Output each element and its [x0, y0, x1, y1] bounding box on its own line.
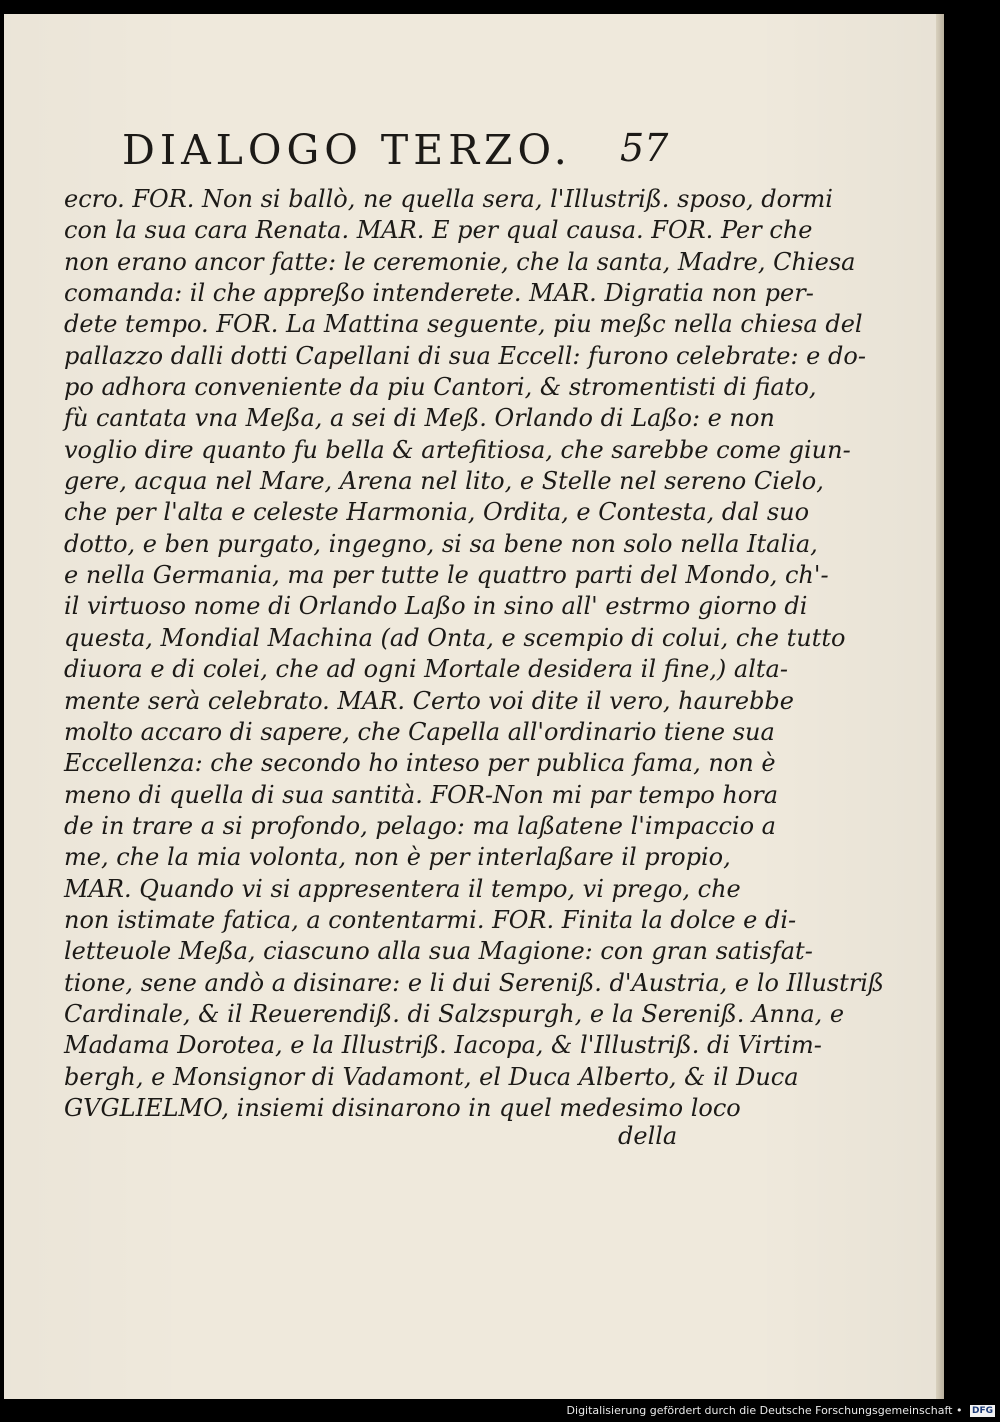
text-line: mente serà celebrato. MAR. Certo voi dite il vero, haurebbe [64, 686, 794, 715]
text-line: letteuole Meßa, ciascuno alla sua Magione: con gran satisfat- [64, 937, 813, 966]
text-line: e nella Germania, ma per tutte le quattro parti del Mondo, ch'- [64, 561, 829, 590]
text-line: gere, acqua nel Mare, Arena nel lito, e Stelle nel sereno Cielo, [64, 467, 824, 496]
text-line: comanda: il che appreßo intenderete. MAR. Digratia non per- [64, 279, 814, 308]
book-page [4, 14, 942, 1399]
text-line: MAR. Quando vi si appresentera il tempo, vi prego, che [64, 874, 741, 903]
page-edge [936, 14, 944, 1399]
body-text [64, 184, 884, 1124]
text-line: Cardinale, & il Reuerendiß. di Salzspurgh, e la Sereniß. Anna, e [64, 999, 845, 1028]
text-line: me, che la mia volonta, non è per interlaßare il propio, [64, 843, 731, 872]
text-line: dete tempo. FOR. La Mattina seguente, piu meßc nella chiesa del [64, 310, 863, 339]
text-line: non erano ancor fatte: le ceremonie, che la santa, Madre, Chiesa [64, 247, 856, 276]
text-line: questa, Mondial Machina (ad Onta, e scempio di colui, che tutto [64, 623, 846, 652]
text-line: il virtuoso nome di Orlando Laßo in sino all' estrmo giorno di [64, 592, 808, 621]
text-line: dotto, e ben purgato, ingegno, si sa bene non solo nella Italia, [64, 529, 818, 558]
text-line: GVGLIELMO, insiemi disinarono in quel medesimo loco [64, 1093, 741, 1122]
text-line: pallazzo dalli dotti Capellani di sua Eccell: furono celebrate: e do- [64, 341, 866, 370]
running-head [122, 122, 694, 178]
text-line: ecro. FOR. Non si ballò, ne quella sera, l'Illustriß. sposo, dormi [64, 185, 833, 213]
text-line: Eccellenza: che secondo ho inteso per publica fama, non è [64, 749, 776, 778]
footer-text: Digitalisierung gefördert durch die Deutsche Forschungsgemeinschaft [566, 1404, 953, 1417]
text-line: bergh, e Monsignor di Vadamont, el Duca Alberto, & il Duca [64, 1062, 799, 1091]
text-line: che per l'alta e celeste Harmonia, Ordita, e Contesta, dal suo [64, 498, 810, 527]
footer-separator: • [955, 1404, 963, 1417]
page-number: 57 [620, 126, 669, 170]
dfg-logo: DFG [971, 1406, 993, 1416]
running-head-title: DIALOGO TERZO. [122, 126, 572, 174]
text-line: molto accaro di sapere, che Capella all'ordinario tiene sua [64, 717, 775, 746]
text-line: fù cantata vna Meßa, a sei di Meß. Orlando di Laßo: e non [64, 404, 775, 433]
text-line: de in trare a si profondo, pelago: ma laßatene l'impaccio a [64, 811, 776, 840]
text-line: meno di quella di sua santità. FOR-Non mi par tempo hora [64, 780, 779, 809]
footer-credit [0, 1404, 995, 1418]
text-line: voglio dire quanto fu bella & artefitiosa, che sarebbe come giun- [64, 435, 851, 464]
text-line: po adhora conveniente da piu Cantori, & stromentisti di fiato, [64, 373, 817, 402]
text-line: non istimate fatica, a contentarmi. FOR. Finita la dolce e di- [64, 905, 797, 934]
text-line: Madama Dorotea, e la Illustriß. Iacopa, & l'Illustriß. di Virtim- [64, 1031, 822, 1060]
text-line: diuora e di colei, che ad ogni Mortale desidera il fine,) alta- [64, 655, 788, 684]
text-line: con la sua cara Renata. MAR. E per qual causa. FOR. Per che [64, 216, 813, 245]
text-line: tione, sene andò a disinare: e li dui Sereniß. d'Austria, e lo Illustriß [64, 968, 884, 997]
catchword: della [618, 1122, 678, 1150]
